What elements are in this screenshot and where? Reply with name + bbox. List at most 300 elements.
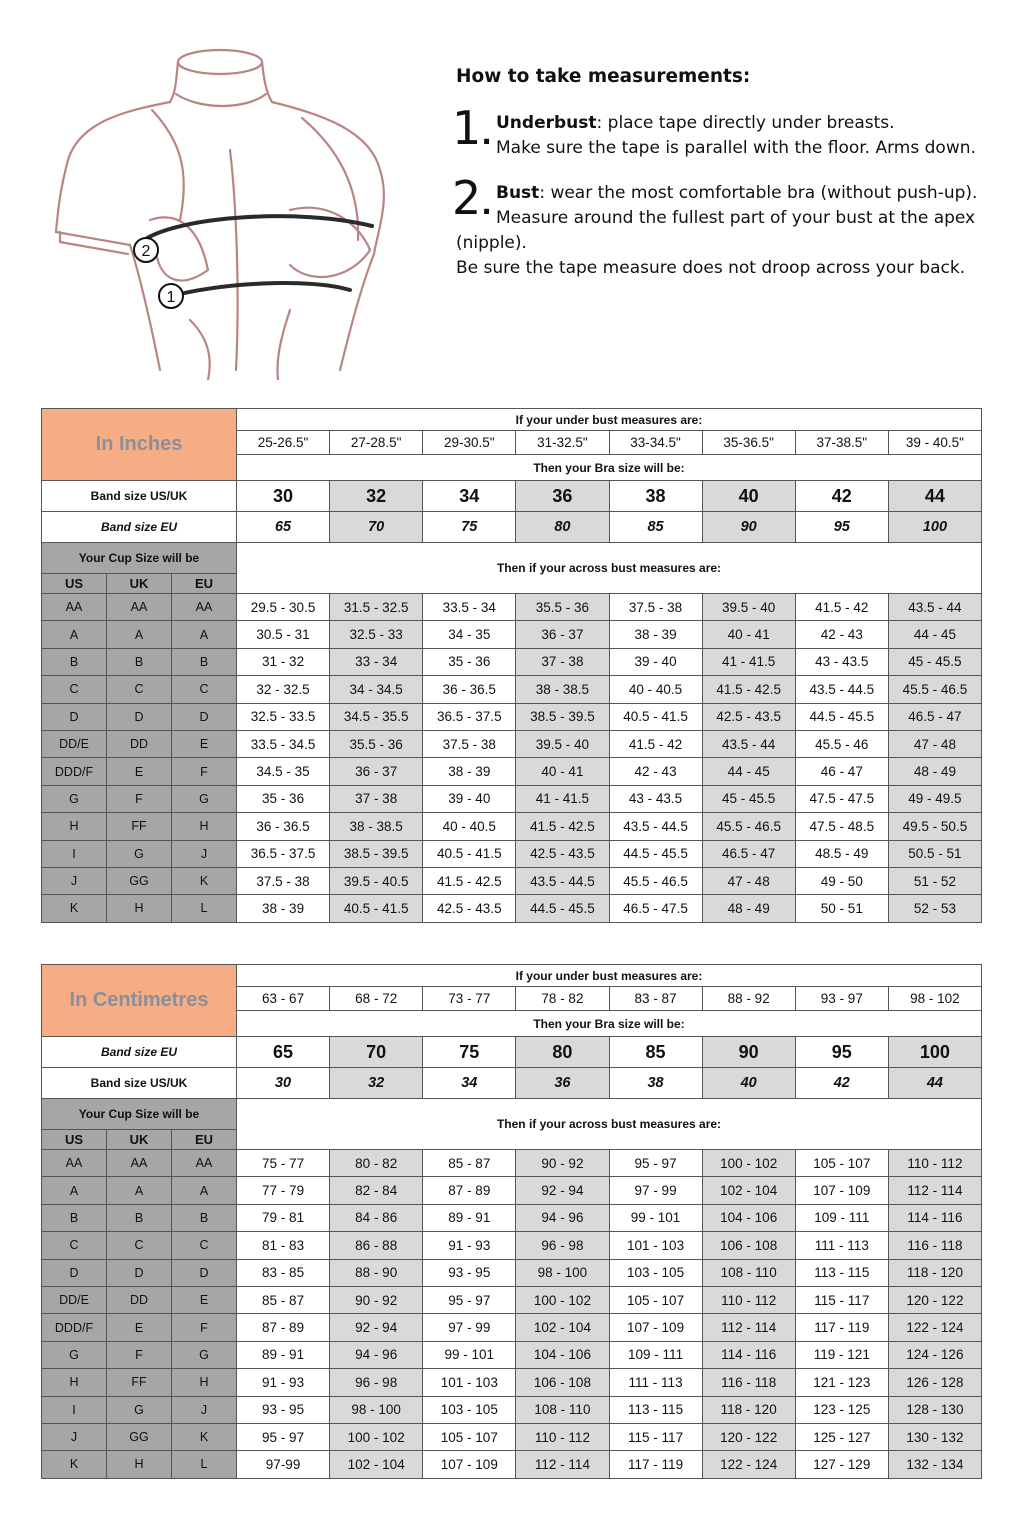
across-bust-range: 43.5 - 44 <box>888 594 981 621</box>
across-bust-range: 79 - 81 <box>237 1204 330 1231</box>
across-bust-range: 118 - 120 <box>702 1396 795 1423</box>
across-bust-range: 43.5 - 44.5 <box>609 813 702 840</box>
underbust-marker <box>159 284 183 308</box>
across-bust-range: 110 - 112 <box>702 1286 795 1313</box>
across-bust-range: 37.5 - 38 <box>423 730 516 757</box>
band-size-value: 85 <box>609 512 702 543</box>
cup-system-header: EU <box>172 574 237 594</box>
across-bust-range: 47.5 - 47.5 <box>795 785 888 812</box>
cup-size: F <box>172 758 237 785</box>
cup-size: K <box>42 1451 107 1478</box>
across-bust-range: 41.5 - 42 <box>795 594 888 621</box>
across-bust-range: 41.5 - 42.5 <box>702 676 795 703</box>
cup-size: G <box>107 1396 172 1423</box>
across-bust-range: 42 - 43 <box>609 758 702 785</box>
across-bust-range: 40.5 - 41.5 <box>423 840 516 867</box>
across-bust-range: 31 - 32 <box>237 648 330 675</box>
band-size-value: 100 <box>888 1037 981 1068</box>
under-bust-range: 83 - 87 <box>609 987 702 1011</box>
across-bust-range: 38.5 - 39.5 <box>330 840 423 867</box>
across-bust-range: 114 - 116 <box>702 1341 795 1368</box>
across-bust-range: 91 - 93 <box>237 1369 330 1396</box>
across-bust-range: 112 - 114 <box>702 1314 795 1341</box>
across-bust-range: 36 - 36.5 <box>237 813 330 840</box>
cup-size: C <box>172 1232 237 1259</box>
cup-size: B <box>172 648 237 675</box>
across-bust-range: 45.5 - 46 <box>795 730 888 757</box>
band-size-value: 34 <box>423 481 516 512</box>
across-bust-range: 128 - 130 <box>888 1396 981 1423</box>
across-bust-range: 109 - 111 <box>795 1204 888 1231</box>
across-bust-range: 108 - 110 <box>516 1396 609 1423</box>
table-row <box>42 1314 982 1341</box>
table-row <box>42 648 982 675</box>
cup-size: D <box>172 1259 237 1286</box>
across-bust-range: 89 - 91 <box>237 1341 330 1368</box>
band-size-value: 32 <box>330 481 423 512</box>
table-row <box>42 1451 982 1478</box>
cup-size: H <box>172 813 237 840</box>
table-row <box>42 1232 982 1259</box>
across-bust-range: 44 - 45 <box>888 621 981 648</box>
step-bust <box>452 171 996 281</box>
across-bust-range: 33.5 - 34 <box>423 594 516 621</box>
across-bust-range: 36 - 37 <box>330 758 423 785</box>
across-bust-range: 37.5 - 38 <box>237 867 330 894</box>
cup-size: DD <box>107 730 172 757</box>
across-bust-range: 38 - 38.5 <box>330 813 423 840</box>
step-number: 2 . <box>452 175 492 228</box>
across-bust-range: 36.5 - 37.5 <box>423 703 516 730</box>
cup-size: L <box>172 895 237 922</box>
cup-size: A <box>172 621 237 648</box>
across-bust-range: 84 - 86 <box>330 1204 423 1231</box>
across-bust-range: 100 - 102 <box>702 1150 795 1177</box>
across-bust-range: 98 - 100 <box>516 1259 609 1286</box>
table-row <box>42 730 982 757</box>
across-bust-range: 114 - 116 <box>888 1204 981 1231</box>
cup-size: G <box>107 840 172 867</box>
under-bust-range: 33-34.5" <box>609 431 702 455</box>
across-bust-range: 39.5 - 40 <box>702 594 795 621</box>
cup-size: B <box>107 648 172 675</box>
under-bust-range: 29-30.5" <box>423 431 516 455</box>
cup-size: DD/E <box>42 730 107 757</box>
across-bust-range: 90 - 92 <box>330 1286 423 1313</box>
step-term: Bust <box>496 183 540 203</box>
across-bust-range: 94 - 96 <box>516 1204 609 1231</box>
across-bust-range: 41 - 41.5 <box>516 785 609 812</box>
across-bust-range: 105 - 107 <box>795 1150 888 1177</box>
across-bust-range: 43.5 - 44.5 <box>795 676 888 703</box>
across-bust-range: 110 - 112 <box>516 1423 609 1450</box>
across-bust-range: 39.5 - 40 <box>516 730 609 757</box>
across-bust-range: 40 - 40.5 <box>609 676 702 703</box>
cup-size: A <box>172 1177 237 1204</box>
across-bust-range: 91 - 93 <box>423 1232 516 1259</box>
across-bust-range: 45.5 - 46.5 <box>609 867 702 894</box>
across-bust-range: 38 - 39 <box>423 758 516 785</box>
across-bust-range: 30.5 - 31 <box>237 621 330 648</box>
band-size-value: 85 <box>609 1037 702 1068</box>
across-bust-range: 93 - 95 <box>237 1396 330 1423</box>
across-bust-range: 40.5 - 41.5 <box>330 895 423 922</box>
cup-size: E <box>172 1286 237 1313</box>
band-size-value: 40 <box>702 1068 795 1099</box>
cup-size: DDD/F <box>42 1314 107 1341</box>
across-bust-range: 99 - 101 <box>423 1341 516 1368</box>
cup-size: AA <box>42 594 107 621</box>
across-bust-range: 106 - 108 <box>702 1232 795 1259</box>
table-row <box>42 1177 982 1204</box>
across-bust-caption: Then if your across bust measures are: <box>237 543 982 594</box>
cup-size: B <box>172 1204 237 1231</box>
cup-size: J <box>172 840 237 867</box>
across-bust-range: 37 - 38 <box>516 648 609 675</box>
across-bust-range: 97-99 <box>237 1451 330 1478</box>
across-bust-range: 41.5 - 42.5 <box>423 867 516 894</box>
cup-size: H <box>107 895 172 922</box>
across-bust-range: 103 - 105 <box>423 1396 516 1423</box>
across-bust-range: 35.5 - 36 <box>516 594 609 621</box>
cup-size: FF <box>107 813 172 840</box>
table-row <box>42 1286 982 1313</box>
step-text: (nipple). <box>456 233 527 253</box>
across-bust-range: 132 - 134 <box>888 1451 981 1478</box>
step-text: Make sure the tape is parallel with the floor. Arms down. <box>496 138 976 158</box>
step-term: Underbust <box>496 113 597 133</box>
size-table-centimetres <box>41 964 982 1479</box>
across-bust-range: 44 - 45 <box>702 758 795 785</box>
across-bust-range: 43.5 - 44.5 <box>516 867 609 894</box>
cup-size: DD/E <box>42 1286 107 1313</box>
across-bust-range: 118 - 120 <box>888 1259 981 1286</box>
table-row <box>42 594 982 621</box>
step-text: Be sure the tape measure does not droop across your back. <box>456 258 966 278</box>
across-bust-range: 35 - 36 <box>237 785 330 812</box>
across-bust-range: 38 - 38.5 <box>516 676 609 703</box>
band-size-value: 65 <box>237 1037 330 1068</box>
bust-marker-label: 2 <box>141 243 151 260</box>
across-bust-range: 102 - 104 <box>330 1451 423 1478</box>
table-row <box>42 895 982 922</box>
across-bust-range: 101 - 103 <box>609 1232 702 1259</box>
across-bust-range: 113 - 115 <box>795 1259 888 1286</box>
across-bust-range: 43 - 43.5 <box>795 648 888 675</box>
across-bust-range: 126 - 128 <box>888 1369 981 1396</box>
cup-size: J <box>172 1396 237 1423</box>
across-bust-range: 116 - 118 <box>888 1232 981 1259</box>
torso-measurement-illustration <box>40 40 420 380</box>
across-bust-range: 47 - 48 <box>702 867 795 894</box>
cup-size: A <box>42 621 107 648</box>
cup-size: AA <box>107 1150 172 1177</box>
across-bust-range: 85 - 87 <box>237 1286 330 1313</box>
band-size-value: 65 <box>237 512 330 543</box>
band-size-value: 30 <box>237 1068 330 1099</box>
cup-size: G <box>172 1341 237 1368</box>
cup-size: F <box>172 1314 237 1341</box>
table-row <box>42 758 982 785</box>
across-bust-range: 52 - 53 <box>888 895 981 922</box>
across-bust-range: 32.5 - 33 <box>330 621 423 648</box>
across-bust-range: 104 - 106 <box>516 1341 609 1368</box>
band-size-value: 90 <box>702 512 795 543</box>
across-bust-range: 104 - 106 <box>702 1204 795 1231</box>
across-bust-range: 43.5 - 44 <box>702 730 795 757</box>
across-bust-range: 102 - 104 <box>702 1177 795 1204</box>
cup-size: H <box>42 1369 107 1396</box>
across-bust-range: 122 - 124 <box>702 1451 795 1478</box>
cup-size: C <box>42 676 107 703</box>
bra-size-caption: Then your Bra size will be: <box>237 455 982 481</box>
table-row <box>42 1204 982 1231</box>
table-row <box>42 1369 982 1396</box>
across-bust-range: 44.5 - 45.5 <box>609 840 702 867</box>
step-number: 1 . <box>452 105 492 158</box>
cup-size-caption: Your Cup Size will be <box>42 543 237 574</box>
table-row <box>42 1259 982 1286</box>
table-row <box>42 1423 982 1450</box>
across-bust-range: 44.5 - 45.5 <box>516 895 609 922</box>
cup-size: F <box>107 785 172 812</box>
band-size-value: 70 <box>330 512 423 543</box>
band-size-value: 95 <box>795 512 888 543</box>
across-bust-range: 36 - 37 <box>516 621 609 648</box>
bust-marker <box>134 238 158 262</box>
cup-size: H <box>107 1451 172 1478</box>
across-bust-range: 130 - 132 <box>888 1423 981 1450</box>
across-bust-range: 102 - 104 <box>516 1314 609 1341</box>
under-bust-range: 31-32.5" <box>516 431 609 455</box>
cup-size: A <box>107 1177 172 1204</box>
cup-size-caption: Your Cup Size will be <box>42 1099 237 1130</box>
across-bust-range: 44.5 - 45.5 <box>795 703 888 730</box>
cup-size: H <box>42 813 107 840</box>
across-bust-range: 105 - 107 <box>609 1286 702 1313</box>
across-bust-range: 92 - 94 <box>516 1177 609 1204</box>
across-bust-range: 46.5 - 47 <box>888 703 981 730</box>
across-bust-range: 35 - 36 <box>423 648 516 675</box>
across-bust-range: 40 - 40.5 <box>423 813 516 840</box>
across-bust-range: 93 - 95 <box>423 1259 516 1286</box>
across-bust-range: 107 - 109 <box>609 1314 702 1341</box>
across-bust-range: 127 - 129 <box>795 1451 888 1478</box>
cup-size: AA <box>172 594 237 621</box>
band-size-value: 44 <box>888 481 981 512</box>
table-row <box>42 785 982 812</box>
across-bust-range: 40 - 41 <box>702 621 795 648</box>
across-bust-range: 75 - 77 <box>237 1150 330 1177</box>
cup-size: H <box>172 1369 237 1396</box>
band-size-value: 42 <box>795 1068 888 1099</box>
across-bust-range: 32.5 - 33.5 <box>237 703 330 730</box>
band-row-label: Band size EU <box>42 512 237 543</box>
band-size-value: 95 <box>795 1037 888 1068</box>
across-bust-range: 123 - 125 <box>795 1396 888 1423</box>
across-bust-range: 90 - 92 <box>516 1150 609 1177</box>
cup-size: GG <box>107 867 172 894</box>
across-bust-range: 106 - 108 <box>516 1369 609 1396</box>
across-bust-range: 49 - 49.5 <box>888 785 981 812</box>
cup-size: K <box>172 1423 237 1450</box>
band-size-value: 36 <box>516 481 609 512</box>
across-bust-range: 37.5 - 38 <box>609 594 702 621</box>
across-bust-range: 103 - 105 <box>609 1259 702 1286</box>
across-bust-range: 94 - 96 <box>330 1341 423 1368</box>
across-bust-range: 116 - 118 <box>702 1369 795 1396</box>
band-size-value: 80 <box>516 1037 609 1068</box>
across-bust-range: 101 - 103 <box>423 1369 516 1396</box>
band-row-label: Band size EU <box>42 1037 237 1068</box>
cup-size: J <box>42 867 107 894</box>
unit-header: In Centimetres <box>42 965 237 1037</box>
cup-size: AA <box>42 1150 107 1177</box>
across-bust-range: 100 - 102 <box>330 1423 423 1450</box>
across-bust-range: 42.5 - 43.5 <box>423 895 516 922</box>
across-bust-range: 29.5 - 30.5 <box>237 594 330 621</box>
band-size-value: 30 <box>237 481 330 512</box>
cup-size: D <box>107 1259 172 1286</box>
size-table-inches <box>41 408 982 923</box>
band-row-label: Band size US/UK <box>42 481 237 512</box>
band-size-value: 38 <box>609 1068 702 1099</box>
across-bust-range: 121 - 123 <box>795 1369 888 1396</box>
cup-size: DDD/F <box>42 758 107 785</box>
across-bust-range: 82 - 84 <box>330 1177 423 1204</box>
cup-size: K <box>42 895 107 922</box>
across-bust-range: 115 - 117 <box>795 1286 888 1313</box>
cup-system-header: US <box>42 574 107 594</box>
across-bust-range: 95 - 97 <box>609 1150 702 1177</box>
cup-size: E <box>172 730 237 757</box>
across-bust-caption: Then if your across bust measures are: <box>237 1099 982 1150</box>
across-bust-range: 112 - 114 <box>516 1451 609 1478</box>
cup-size: GG <box>107 1423 172 1450</box>
across-bust-range: 105 - 107 <box>423 1423 516 1450</box>
across-bust-range: 112 - 114 <box>888 1177 981 1204</box>
across-bust-range: 45 - 45.5 <box>888 648 981 675</box>
across-bust-range: 38 - 39 <box>237 895 330 922</box>
cup-size: C <box>107 1232 172 1259</box>
band-size-value: 40 <box>702 481 795 512</box>
under-bust-range: 37-38.5" <box>795 431 888 455</box>
across-bust-range: 34 - 35 <box>423 621 516 648</box>
under-bust-caption: If your under bust measures are: <box>237 409 982 431</box>
cup-size: G <box>42 1341 107 1368</box>
under-bust-range: 98 - 102 <box>888 987 981 1011</box>
across-bust-range: 45.5 - 46.5 <box>702 813 795 840</box>
across-bust-range: 96 - 98 <box>516 1232 609 1259</box>
cup-size: D <box>107 703 172 730</box>
across-bust-range: 34.5 - 35 <box>237 758 330 785</box>
under-bust-caption: If your under bust measures are: <box>237 965 982 987</box>
band-size-value: 38 <box>609 481 702 512</box>
across-bust-range: 124 - 126 <box>888 1341 981 1368</box>
across-bust-range: 34 - 34.5 <box>330 676 423 703</box>
step-text: : wear the most comfortable bra (without push-up). <box>539 183 978 203</box>
across-bust-range: 47 - 48 <box>888 730 981 757</box>
cup-size: E <box>107 758 172 785</box>
across-bust-range: 115 - 117 <box>609 1423 702 1450</box>
across-bust-range: 33 - 34 <box>330 648 423 675</box>
across-bust-range: 111 - 113 <box>795 1232 888 1259</box>
cup-size: C <box>172 676 237 703</box>
table-row <box>42 867 982 894</box>
across-bust-range: 107 - 109 <box>795 1177 888 1204</box>
cup-size: K <box>172 867 237 894</box>
across-bust-range: 87 - 89 <box>237 1314 330 1341</box>
across-bust-range: 46.5 - 47.5 <box>609 895 702 922</box>
under-bust-range: 39 - 40.5" <box>888 431 981 455</box>
across-bust-range: 110 - 112 <box>888 1150 981 1177</box>
across-bust-range: 36 - 36.5 <box>423 676 516 703</box>
across-bust-range: 98 - 100 <box>330 1396 423 1423</box>
across-bust-range: 81 - 83 <box>237 1232 330 1259</box>
cup-system-header: EU <box>172 1130 237 1150</box>
across-bust-range: 37 - 38 <box>330 785 423 812</box>
band-size-value: 32 <box>330 1068 423 1099</box>
across-bust-range: 86 - 88 <box>330 1232 423 1259</box>
under-bust-range: 35-36.5" <box>702 431 795 455</box>
across-bust-range: 49 - 50 <box>795 867 888 894</box>
band-size-value: 90 <box>702 1037 795 1068</box>
cup-size: I <box>42 1396 107 1423</box>
underbust-marker-label: 1 <box>166 289 176 306</box>
across-bust-range: 33.5 - 34.5 <box>237 730 330 757</box>
across-bust-range: 97 - 99 <box>423 1314 516 1341</box>
across-bust-range: 97 - 99 <box>609 1177 702 1204</box>
across-bust-range: 95 - 97 <box>237 1423 330 1450</box>
cup-size: E <box>107 1314 172 1341</box>
under-bust-range: 27-28.5" <box>330 431 423 455</box>
across-bust-range: 40.5 - 41.5 <box>609 703 702 730</box>
cup-system-header: UK <box>107 574 172 594</box>
band-size-value: 75 <box>423 1037 516 1068</box>
table-row <box>42 676 982 703</box>
across-bust-range: 87 - 89 <box>423 1177 516 1204</box>
across-bust-range: 117 - 119 <box>609 1451 702 1478</box>
bra-size-caption: Then your Bra size will be: <box>237 1011 982 1037</box>
across-bust-range: 48 - 49 <box>702 895 795 922</box>
across-bust-range: 100 - 102 <box>516 1286 609 1313</box>
cup-size: D <box>42 703 107 730</box>
across-bust-range: 80 - 82 <box>330 1150 423 1177</box>
band-size-value: 80 <box>516 512 609 543</box>
across-bust-range: 46 - 47 <box>795 758 888 785</box>
across-bust-range: 120 - 122 <box>888 1286 981 1313</box>
table-row <box>42 813 982 840</box>
cup-size: A <box>42 1177 107 1204</box>
across-bust-range: 117 - 119 <box>795 1314 888 1341</box>
across-bust-range: 120 - 122 <box>702 1423 795 1450</box>
across-bust-range: 39 - 40 <box>609 648 702 675</box>
cup-size: F <box>107 1341 172 1368</box>
across-bust-range: 42.5 - 43.5 <box>702 703 795 730</box>
across-bust-range: 38.5 - 39.5 <box>516 703 609 730</box>
band-size-value: 34 <box>423 1068 516 1099</box>
table-row <box>42 621 982 648</box>
cup-size: DD <box>107 1286 172 1313</box>
across-bust-range: 77 - 79 <box>237 1177 330 1204</box>
across-bust-range: 51 - 52 <box>888 867 981 894</box>
across-bust-range: 45 - 45.5 <box>702 785 795 812</box>
band-size-value: 100 <box>888 512 981 543</box>
cup-system-header: US <box>42 1130 107 1150</box>
cup-size: I <box>42 840 107 867</box>
cup-size: G <box>42 785 107 812</box>
across-bust-range: 41 - 41.5 <box>702 648 795 675</box>
